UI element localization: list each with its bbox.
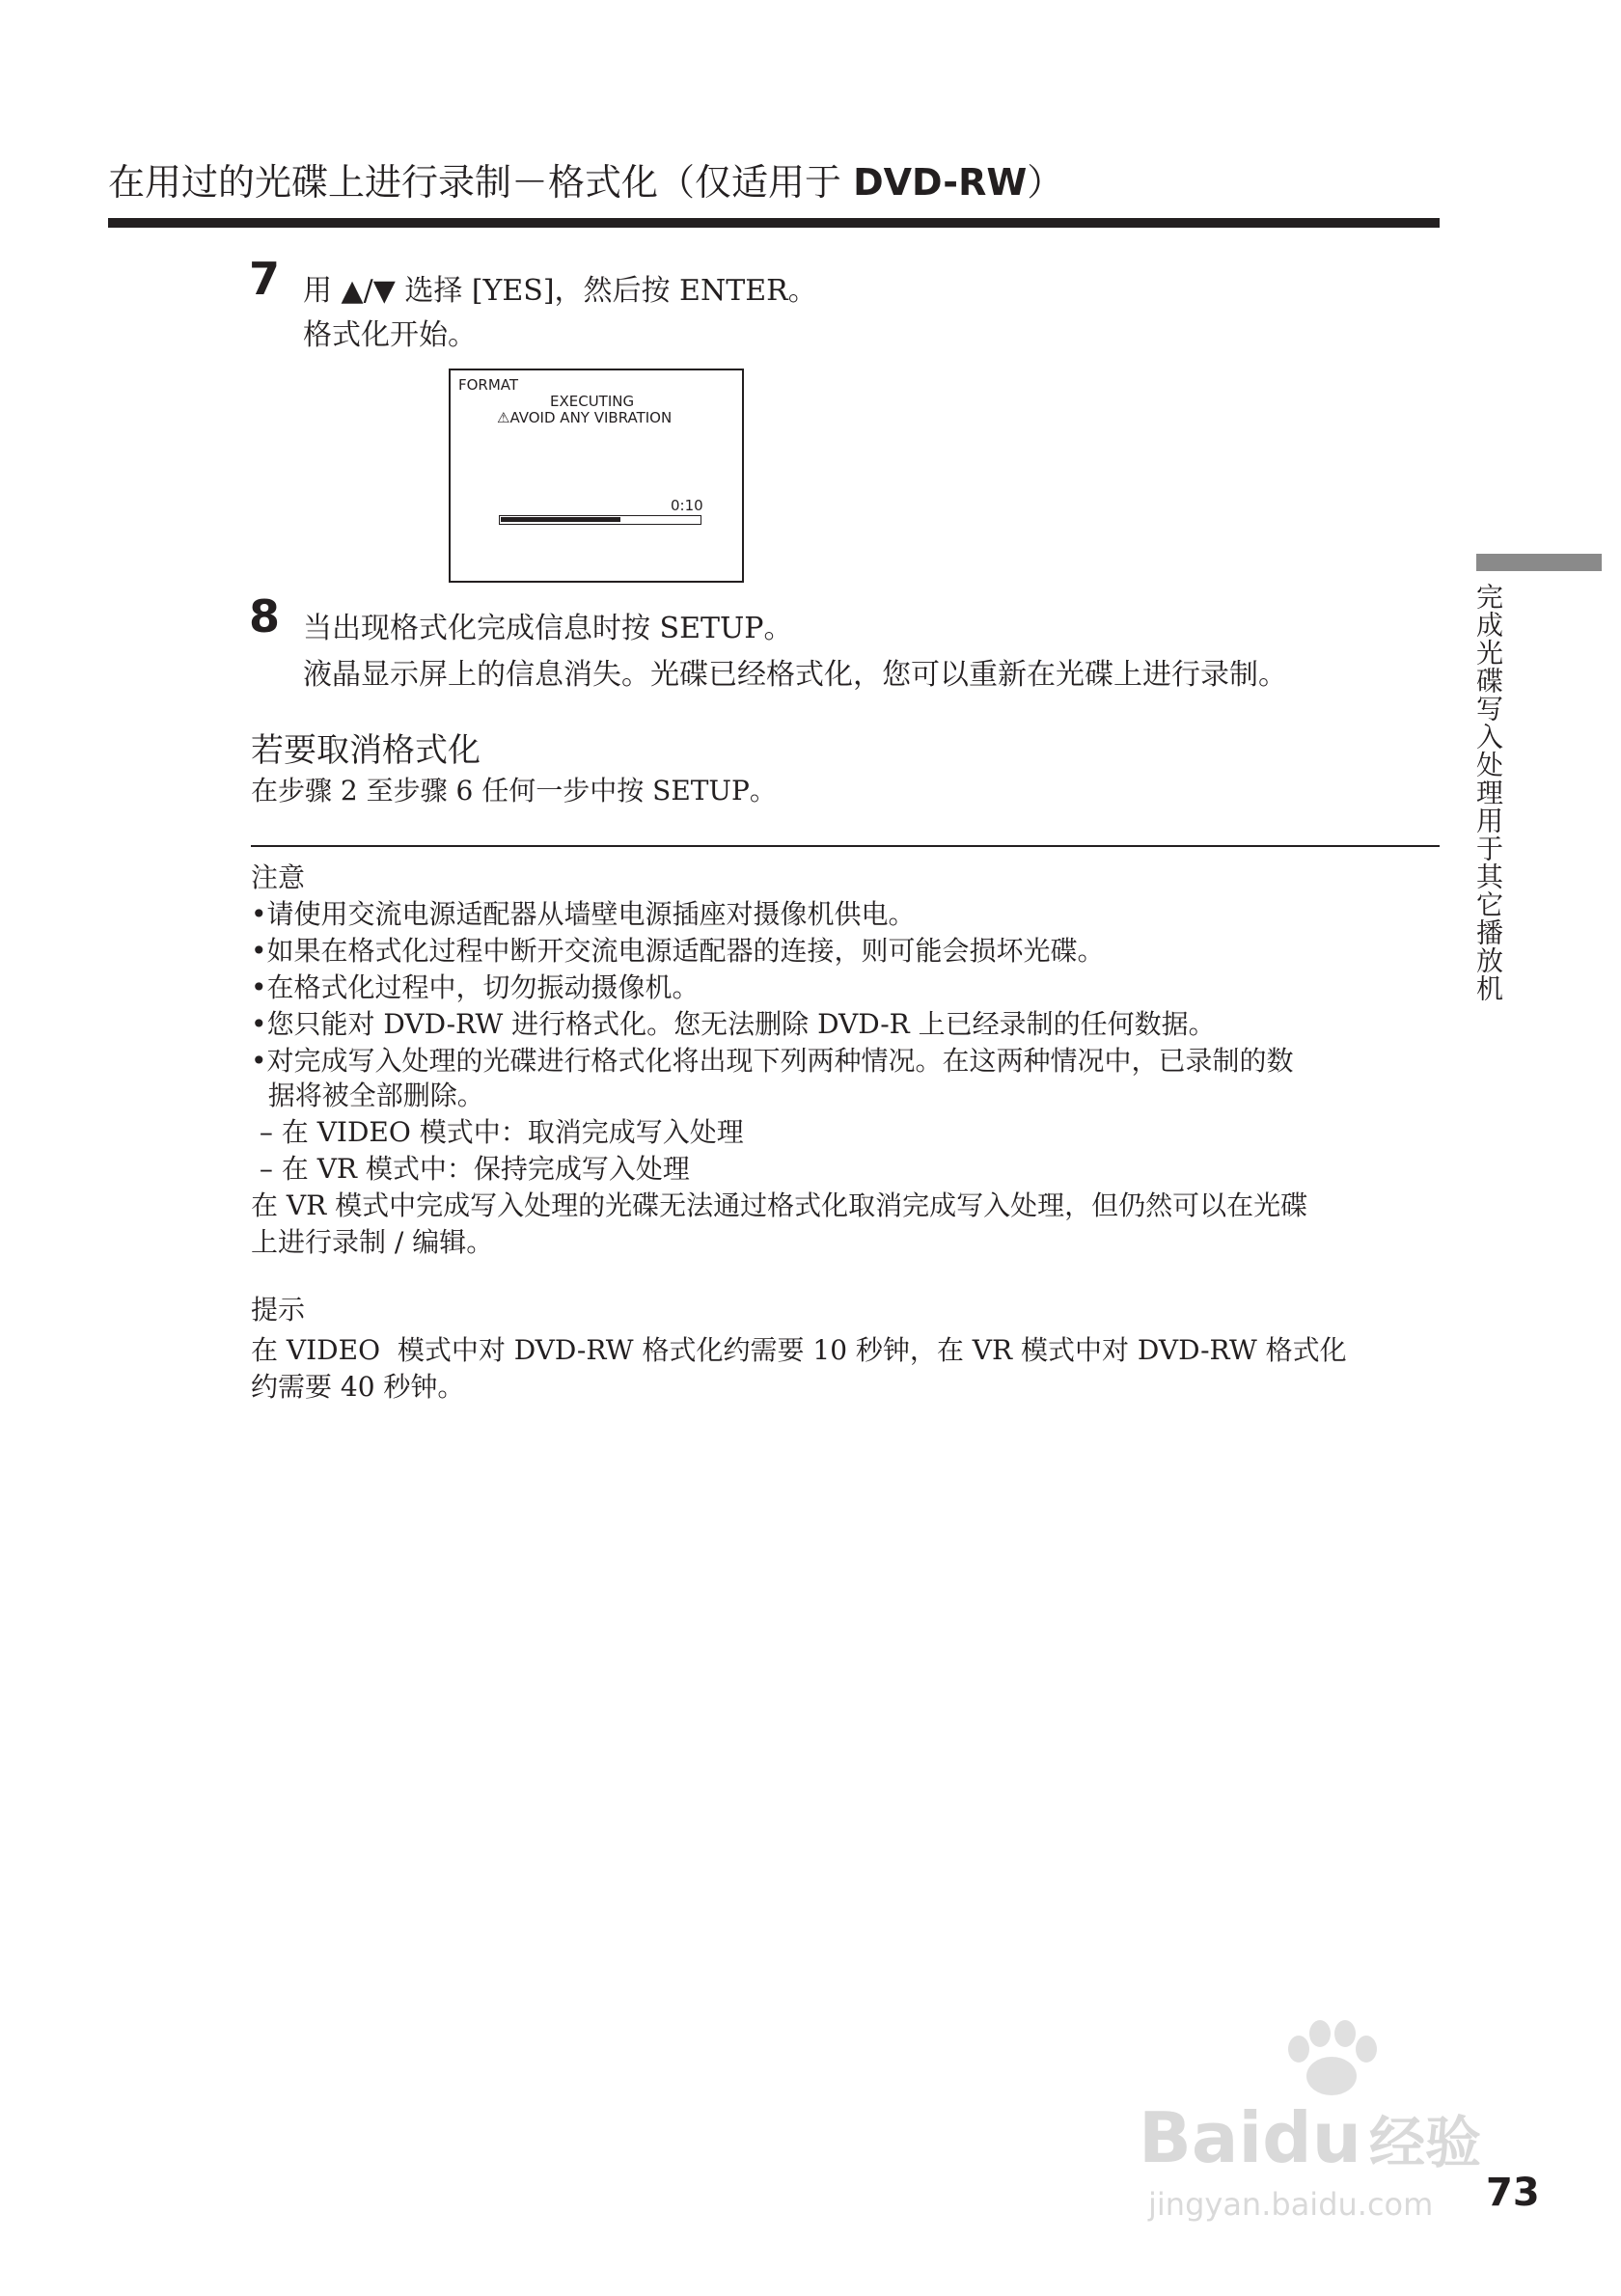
header-title-bold: DVD-RW <box>853 161 1028 204</box>
notes-item: 据将被全部删除。 <box>251 1080 484 1111</box>
step-8-number: 8 <box>249 590 281 642</box>
notes-item: •在格式化过程中，切勿振动摄像机。 <box>251 971 700 1003</box>
header-title-suffix: ） <box>1027 161 1064 204</box>
page-number: 73 <box>1486 2171 1540 2215</box>
tips-heading: 提示 <box>251 1294 306 1326</box>
screen-warning-text: AVOID ANY VIBRATION <box>509 409 673 426</box>
watermark-brand-part-2: du <box>1262 2097 1361 2178</box>
screen-executing-label: EXECUTING <box>550 393 635 410</box>
warning-icon: ⚠ <box>497 409 510 426</box>
tips-line-2: 约需要 40 秒钟。 <box>251 1371 465 1403</box>
baidu-watermark <box>1139 2016 1505 2228</box>
notes-item: 在 VR 模式中完成写入处理的光碟无法通过格式化取消完成写入处理，但仍然可以在光碟 <box>251 1189 1308 1221</box>
notes-item: – 在 VR 模式中：保持完成写入处理 <box>251 1153 690 1185</box>
header-title-prefix: 在用过的光碟上进行录制－格式化（仅适用于 <box>108 161 854 204</box>
watermark-url: jingyan.baidu.com <box>1148 2186 1434 2223</box>
notes-item: 上进行录制 / 编辑。 <box>251 1226 494 1258</box>
notes-rule <box>251 845 1440 847</box>
watermark-brand <box>1139 2097 1481 2178</box>
tips-line-1: 在 VIDEO 模式中对 DVD-RW 格式化约需要 10 秒钟，在 VR 模式中对 DVD-RW 格式化 <box>251 1334 1347 1366</box>
format-screen-illustration <box>449 369 744 583</box>
watermark-brand-part-1: Bai <box>1139 2097 1263 2178</box>
side-tab-marker <box>1476 554 1602 571</box>
side-tab-label: 完成光碟写入处理用于其它播放机 <box>1472 583 1504 1002</box>
notes-item: •对完成写入处理的光碟进行格式化将出现下列两种情况。在这两种情况中，已录制的数 <box>251 1045 1294 1077</box>
notes-item: •如果在格式化过程中断开交流电源适配器的连接，则可能会损坏光碟。 <box>251 935 1105 967</box>
watermark-suffix: 经验 <box>1368 2110 1481 2175</box>
notes-item: •请使用交流电源适配器从墙壁电源插座对摄像机供电。 <box>251 898 916 930</box>
header-rule <box>108 218 1440 228</box>
screen-format-label: FORMAT <box>458 376 519 394</box>
step-8-line-1: 当出现格式化完成信息时按 SETUP。 <box>303 612 793 645</box>
step-7-line-2: 格式化开始。 <box>303 318 477 352</box>
cancel-text: 在步骤 2 至步骤 6 任何一步中按 SETUP。 <box>251 775 777 806</box>
step-7-line-1: 用 ▲/▼ 选择 [YES]，然后按 ENTER。 <box>303 274 817 308</box>
step-7-number: 7 <box>249 253 281 305</box>
notes-item: – 在 VIDEO 模式中：取消完成写入处理 <box>251 1116 744 1148</box>
paw-icon <box>1264 2016 1399 2103</box>
notes-item: •您只能对 DVD-RW 进行格式化。您无法删除 DVD-R 上已经录制的任何数据。 <box>251 1008 1216 1040</box>
cancel-heading: 若要取消格式化 <box>251 731 481 770</box>
progress-bar <box>499 515 701 525</box>
screen-time-readout: 0:10 <box>671 497 703 514</box>
progress-bar-fill <box>501 517 620 522</box>
step-8-line-2: 液晶显示屏上的信息消失。光碟已经格式化，您可以重新在光碟上进行录制。 <box>303 658 1287 692</box>
page-header-title <box>108 152 1063 205</box>
screen-warning-line <box>497 409 672 426</box>
notes-heading: 注意 <box>251 861 306 893</box>
